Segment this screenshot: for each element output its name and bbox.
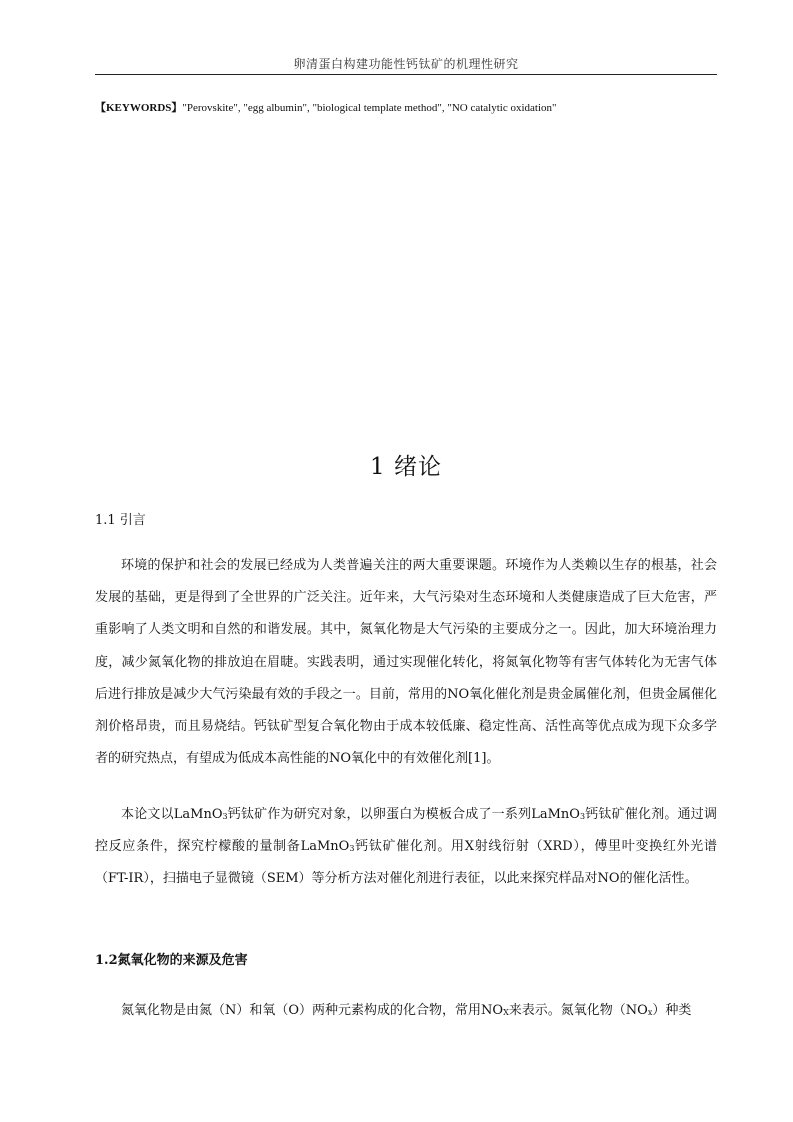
subscript: X [503,1008,509,1017]
paragraph-text: 本论文以LaMnO [121,807,223,822]
paragraph-nox-1 [95,995,717,1027]
running-header-title: 卵清蛋白构建功能性钙钛矿的机理性研究 [293,57,519,71]
paragraph-text: 钙钛矿催化剂。用X射线衍射（XRD），傅里叶变换红外光谱（FT-IR），扫描电子显微镜（SEM）等分析方法对催化剂进行表征，以此来探究样品对NO的催化活性。 [95,839,717,887]
subscript: 3 [349,844,355,854]
section-heading-introduction: 1.1 引言 [95,513,146,528]
subscript: x [647,1008,653,1017]
paragraph-text: 钙钛矿作为研究对象，以卵蛋白为模板合成了一系列LaMnO [227,807,580,822]
keywords-label: 【KEYWORDS】 [95,102,183,114]
paragraph-text: 来表示。氮氧化物（NO [508,1003,648,1018]
paragraph-text: ）种类 [652,1003,692,1018]
paragraph-text: 氮氧化物是由氮（N）和氧（O）两种元素构成的化合物，常用NO [121,1003,504,1018]
chapter-title: 1 绪论 [370,454,442,480]
paragraph-introduction-2 [95,799,717,896]
paragraph-introduction-1: 环境的保护和社会的发展已经成为人类普遍关注的两大重要课题。环境作为人类赖以生存的根基，社会发展的基础，更是得到了全世界的广泛关注。近年来，大气污染对生态环境和人类健康造成了巨大危害，严重影响了人类文明和自然的和谐发展。其中，氮氧化物是大气污染的主要成分之一。因此，加大环境治理力度，减少氮氧化物的排放迫在眉睫。实践表明，通过实现催化转化，将氮氧化物等有害气体转化为无害气体后进行排放是减少大气污染最有效的手段之一。目前，常用的NO氧化催化剂是贵金属催化剂，但贵金属催化剂价格昂贵，而且易烧结。钙钛矿型复合氧化物由于成本较低廉、稳定性高、活性高等优点成为现下众多学者的研究热点，有望成为低成本高性能的NO氧化中的有效催化剂[1]。 [95,558,717,767]
subscript: 3 [222,812,228,821]
paragraph-text: 钙钛矿催化剂。通过调控反应条件，探究柠檬酸的量制备LaMnO [95,807,717,855]
header-divider [95,74,717,75]
section-heading-nox-sources: 1.2氮氧化物的来源及危害 [95,953,248,968]
subscript: 3 [579,812,586,821]
keywords-line [95,99,717,115]
keywords-text: "Perovskite", "egg albumin", "biological template method", "NO catalytic oxidation" [182,102,557,114]
